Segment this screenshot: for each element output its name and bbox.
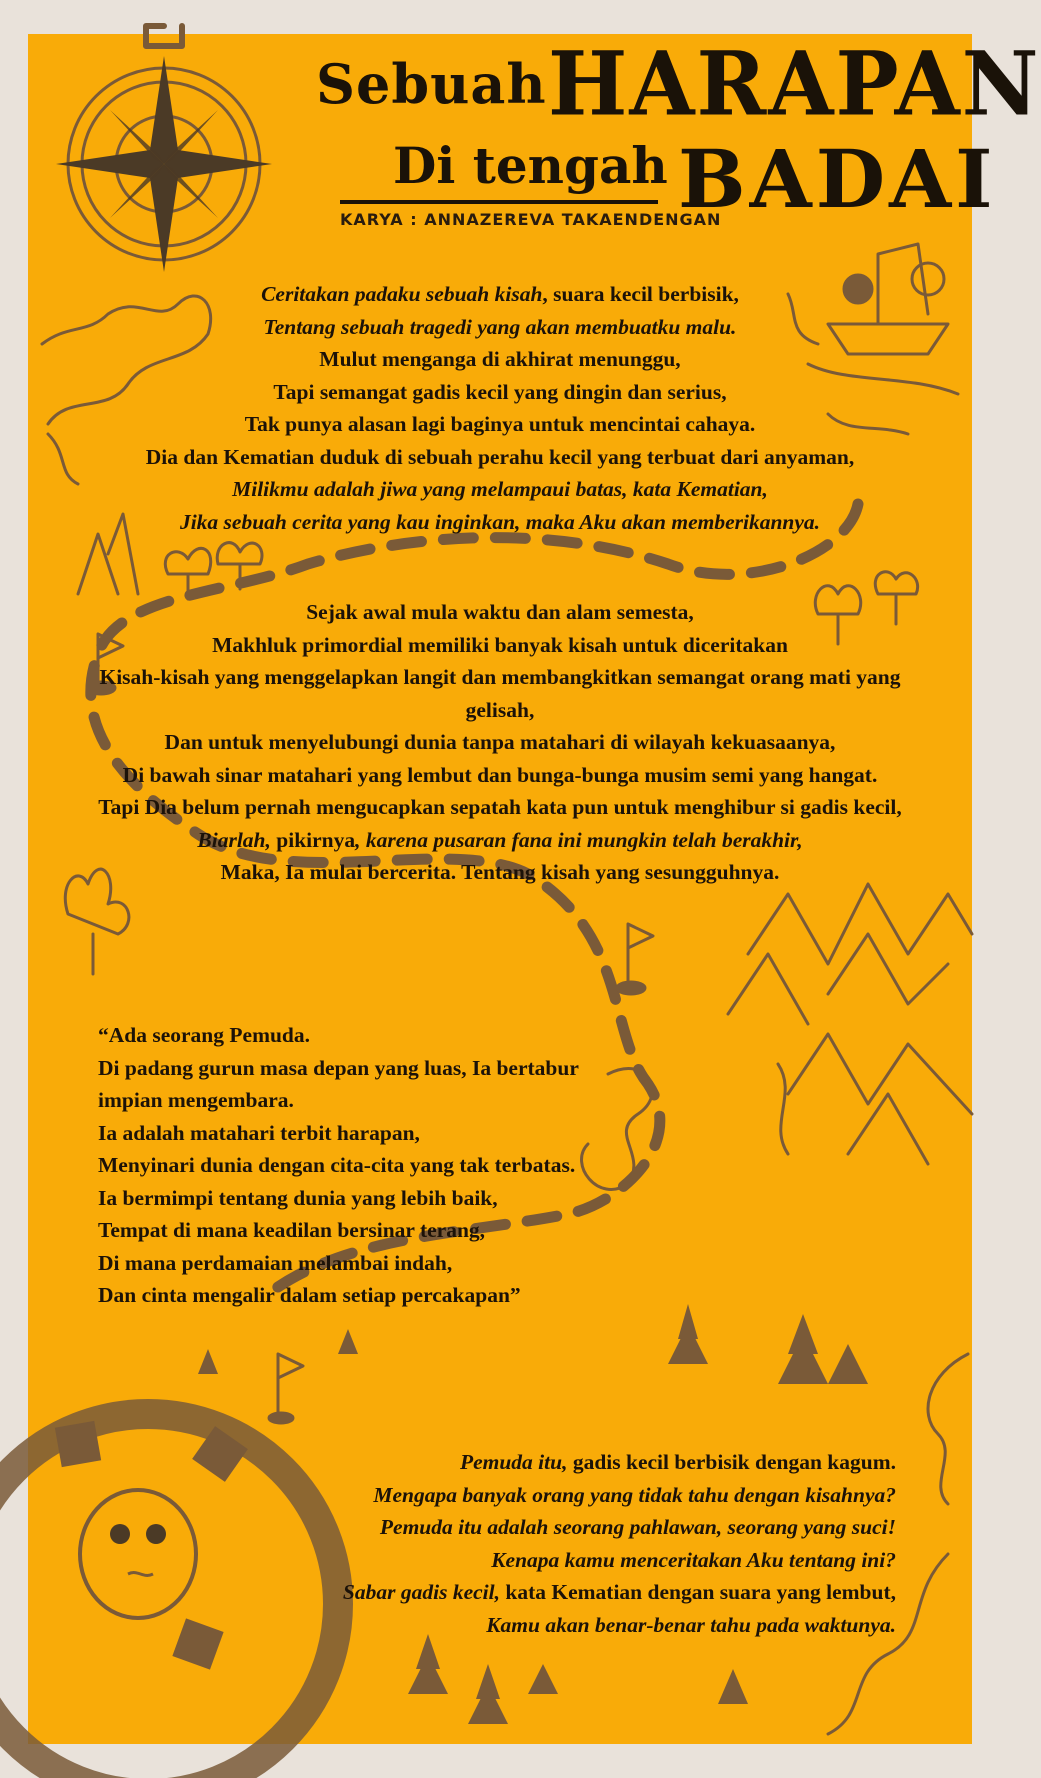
stanza-1-line-2: Tentang sebuah tragedi yang akan membuatku malu. [263, 314, 737, 339]
stanza-1 [88, 278, 912, 538]
stanza-4 [228, 1446, 896, 1641]
stanza-4-line-4: Kenapa kamu menceritakan Aku tentang ini? [491, 1547, 896, 1572]
stanza-4-line-5: Sabar gadis kecil, kata Kematian dengan suara yang lembut, [342, 1580, 896, 1604]
stanza-3-line-5: Ia bermimpi tentang dunia yang lebih baik, [98, 1185, 498, 1210]
stanza-1-line-1: Ceritakan padaku sebuah kisah, suara kecil berbisik, [261, 282, 739, 306]
compass-star-icon [56, 56, 272, 272]
stanza-3-line-1: “Ada seorang Pemuda. [98, 1023, 311, 1047]
stanza-1-line-6: Dia dan Kematian duduk di sebuah perahu kecil yang terbuat dari anyaman, [145, 444, 855, 469]
title-part-di-tengah: Di tengah [393, 136, 668, 195]
stanza-2-line-2: Makhluk primordial memiliki banyak kisah untuk diceritakan [212, 632, 788, 657]
stanza-3-line-3: Ia adalah matahari terbit harapan, [98, 1120, 420, 1145]
stanza-1-line-5: Tak punya alasan lagi baginya untuk mencintai cahaya. [244, 412, 756, 436]
poster [28, 31, 1041, 1744]
stanza-2-line-4: Dan untuk menyelubungi dunia tanpa matahari di wilayah kekuasaanya, [164, 730, 836, 754]
stanza-1-line-4: Tapi semangat gadis kecil yang dingin dan serius, [273, 379, 727, 404]
title-part-harapan: HARAPAN [548, 31, 1041, 136]
stanza-4-line-6: Kamu akan benar-benar tahu pada waktunya. [486, 1612, 896, 1637]
stanza-2 [78, 596, 922, 889]
stanza-1-line-7: Milikmu adalah jiwa yang melampaui batas, kata Kematian, [232, 477, 768, 501]
stanza-1-line-3: Mulut menganga di akhirat menunggu, [319, 347, 681, 371]
stanza-1-line-8: Jika sebuah cerita yang kau inginkan, maka Aku akan memberikannya. [179, 509, 821, 534]
title-part-badai: BADAI [678, 132, 997, 226]
stanza-3-line-6: Tempat di mana keadilan bersinar terang, [98, 1218, 486, 1242]
stanza-3-line-8: Dan cinta mengalir dalam setiap percakapan” [98, 1283, 521, 1307]
stanza-4-line-2: Mengapa banyak orang yang tidak tahu dengan kisahnya? [373, 1482, 896, 1507]
stanza-2-line-1: Sejak awal mula waktu dan alam semesta, [306, 600, 694, 624]
stanza-4-line-1: Pemuda itu, gadis kecil berbisik dengan kagum. [459, 1450, 896, 1474]
stanza-3-line-4: Menyinari dunia dengan cita-cita yang tak terbatas. [98, 1153, 576, 1177]
stanza-2-line-6: Tapi Dia belum pernah mengucapkan sepatah kata pun untuk menghibur si gadis kecil, [98, 795, 902, 819]
title-underline [340, 200, 658, 204]
stanza-2-line-3: Kisah-kisah yang menggelapkan langit dan membangkitkan semangat orang mati yang gelisah, [99, 665, 901, 722]
author-credit: KARYA : ANNAZEREVA TAKAENDENGAN [340, 210, 722, 229]
stanza-2-line-5: Di bawah sinar matahari yang lembut dan bunga-bunga musim semi yang hangat. [122, 762, 878, 787]
stanza-3-line-2: Di padang gurun masa depan yang luas, Ia bertabur impian mengembara. [98, 1055, 579, 1112]
stanza-3-line-7: Di mana perdamaian melambai indah, [98, 1250, 453, 1275]
stanza-4-line-3: Pemuda itu adalah seorang pahlawan, seorang yang suci! [379, 1515, 896, 1539]
stanza-2-line-7: Biarlah, pikirnya, karena pusaran fana ini mungkin telah berakhir, [197, 827, 803, 852]
stanza-3 [98, 1019, 618, 1312]
title-part-sebuah: Sebuah [316, 52, 547, 116]
stanza-2-line-8: Maka, Ia mulai bercerita. Tentang kisah yang sesungguhnya. [220, 860, 780, 884]
